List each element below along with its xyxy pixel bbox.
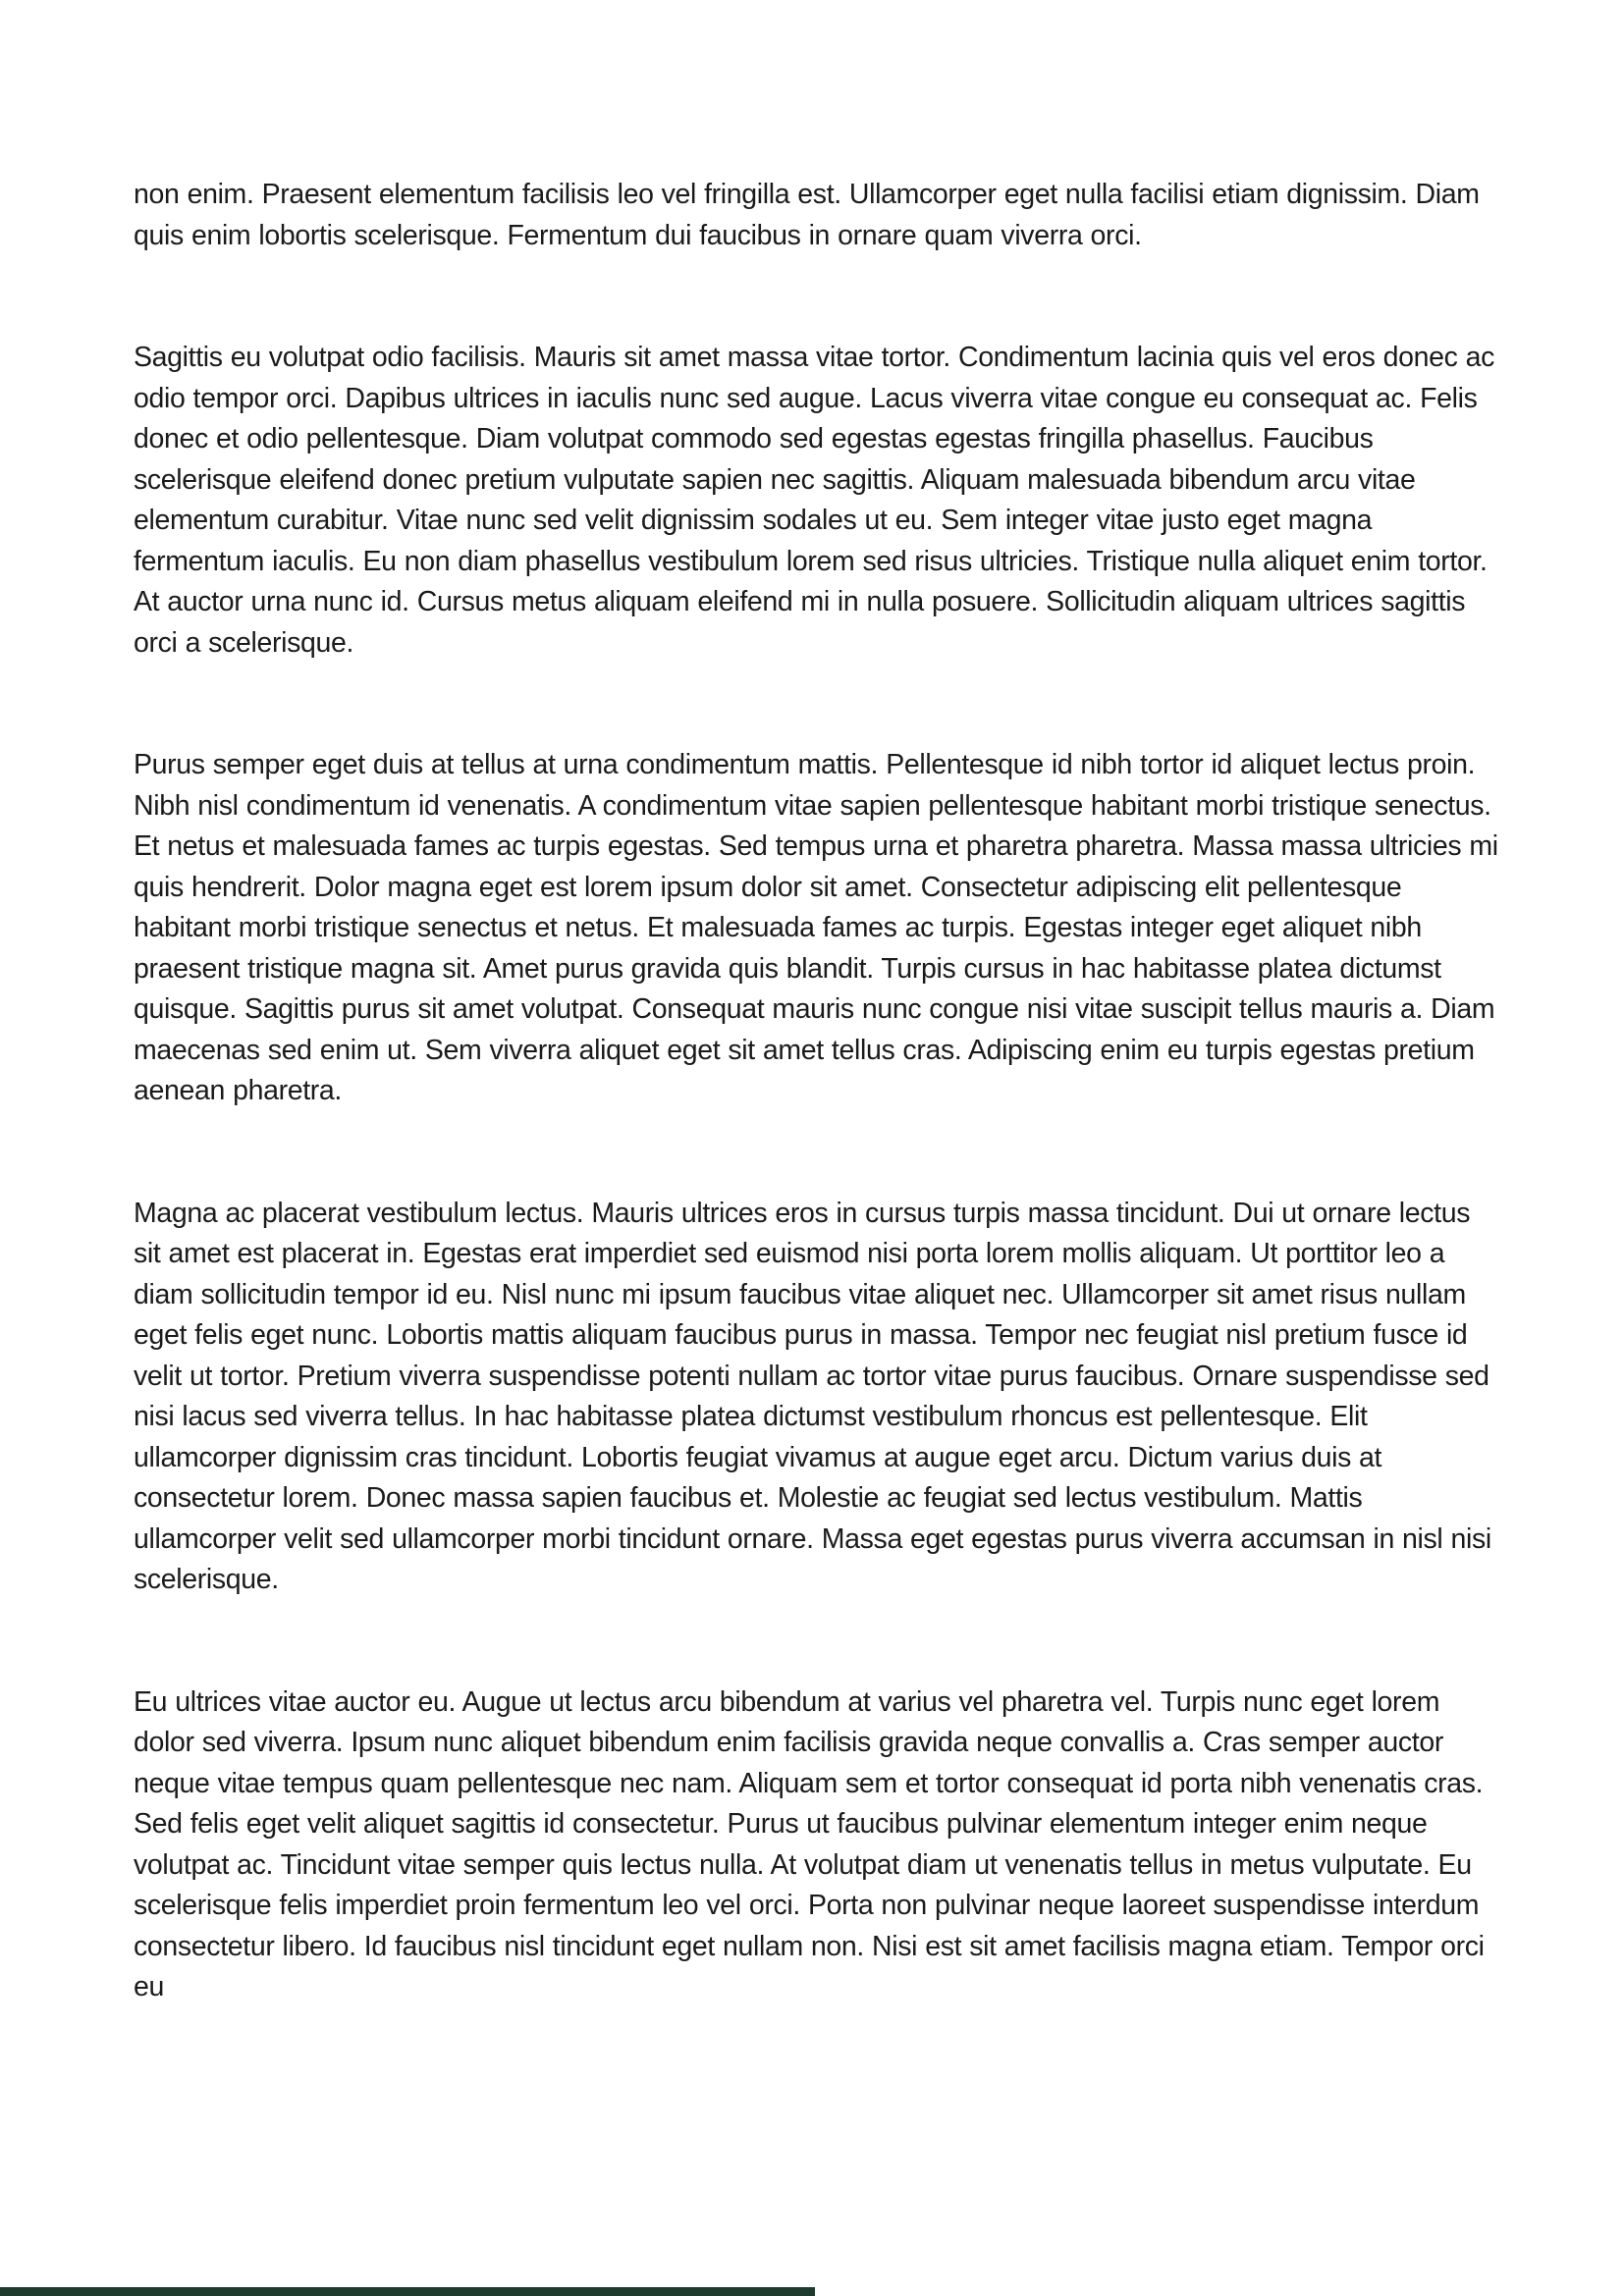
bottom-window-edge	[0, 2287, 815, 2296]
paragraph-1: non enim. Praesent elementum facilisis leo vel fringilla est. Ullamcorper eget nulla facilisi etiam dignissim. Diam quis enim lobortis scelerisque. Fermentum dui faucibus in ornare quam viverra orci.	[134, 179, 1480, 251]
paragraph-2: Sagittis eu volutpat odio facilisis. Mauris sit amet massa vitae tortor. Condimentum lacinia quis vel eros donec ac odio tempor orci. Dapibus ultrices in iaculis nunc sed augue. Lacus viverra vitae congue eu consequat ac. Felis donec et odio pellentesque. Diam volutpat commodo sed egestas egestas fringilla phasellus. Faucibus scelerisque eleifend donec pretium vulputate sapien nec sagittis. Aliquam malesuada bibendum arcu vitae elementum curabitur. Vitae nunc sed velit dignissim sodales ut eu. Sem integer vitae justo eget magna fermentum iaculis. Eu non diam phasellus vestibulum lorem sed risus ultricies. Tristique nulla aliquet enim tortor. At auctor urna nunc id. Cursus metus aliquam eleifend mi in nulla posuere. Sollicitudin aliquam ultrices sagittis orci a scelerisque.	[134, 342, 1494, 659]
paragraph-5: Eu ultrices vitae auctor eu. Augue ut lectus arcu bibendum at varius vel pharetra vel. Turpis nunc eget lorem dolor sed viverra. Ipsum nunc aliquet bibendum enim facilisis gravida neque convallis a. Cras semper auctor neque vitae tempus quam pellentesque nec nam. Aliquam sem et tortor consequat id porta nibh venenatis cras. Sed felis eget velit aliquet sagittis id consectetur. Purus ut faucibus pulvinar elementum integer enim neque volutpat ac. Tincidunt vitae semper quis lectus nulla. At volutpat diam ut venenatis tellus in metus vulputate. Eu scelerisque felis imperdiet proin fermentum leo vel orci. Porta non pulvinar neque laoreet suspendisse interdum consectetur libero. Id faucibus nisl tincidunt eget nullam non. Nisi est sit amet facilisis magna etiam. Tempor orci eu	[134, 1685, 1485, 2002]
paragraph-3: Purus semper eget duis at tellus at urna condimentum mattis. Pellentesque id nibh tortor id aliquet lectus proin. Nibh nisl condimentum id venenatis. A condimentum vitae sapien pellentesque habitant morbi tristique senectus. Et netus et malesuada fames ac turpis egestas. Sed tempus urna et pharetra pharetra. Massa massa ultricies mi quis hendrerit. Dolor magna eget est lorem ipsum dolor sit amet. Consectetur adipiscing elit pellentesque habitant morbi tristique senectus et netus. Et malesuada fames ac turpis. Egestas integer eget aliquet nibh praesent tristique magna sit. Amet purus gravida quis blandit. Turpis cursus in hac habitasse platea dictumst quisque. Sagittis purus sit amet volutpat. Consequat mauris nunc congue nisi vitae suscipit tellus mauris a. Diam maecenas sed enim ut. Sem viverra aliquet eget sit amet tellus cras. Adipiscing enim eu turpis egestas pretium aenean pharetra.	[134, 749, 1498, 1106]
paragraph-4: Magna ac placerat vestibulum lectus. Mauris ultrices eros in cursus turpis massa tincidunt. Dui ut ornare lectus sit amet est placerat in. Egestas erat imperdiet sed euismod nisi porta lorem mollis aliquam. Ut porttitor leo a diam sollicitudin tempor id eu. Nisl nunc mi ipsum faucibus vitae aliquet nec. Ullamcorper sit amet risus nullam eget felis eget nunc. Lobortis mattis aliquam faucibus purus in massa. Tempor nec feugiat nisl pretium fusce id velit ut tortor. Pretium viverra suspendisse potenti nullam ac tortor vitae purus faucibus. Ornare suspendisse sed nisi lacus sed viverra tellus. In hac habitasse platea dictumst vestibulum rhoncus est pellentesque. Elit ullamcorper dignissim cras tincidunt. Lobortis feugiat vivamus at augue eget arcu. Dictum varius duis at consectetur lorem. Donec massa sapien faucibus et. Molestie ac feugiat sed lectus vestibulum. Mattis ullamcorper velit sed ullamcorper morbi tincidunt ornare. Massa eget egestas purus viverra accumsan in nisl nisi scelerisque.	[134, 1197, 1491, 1595]
